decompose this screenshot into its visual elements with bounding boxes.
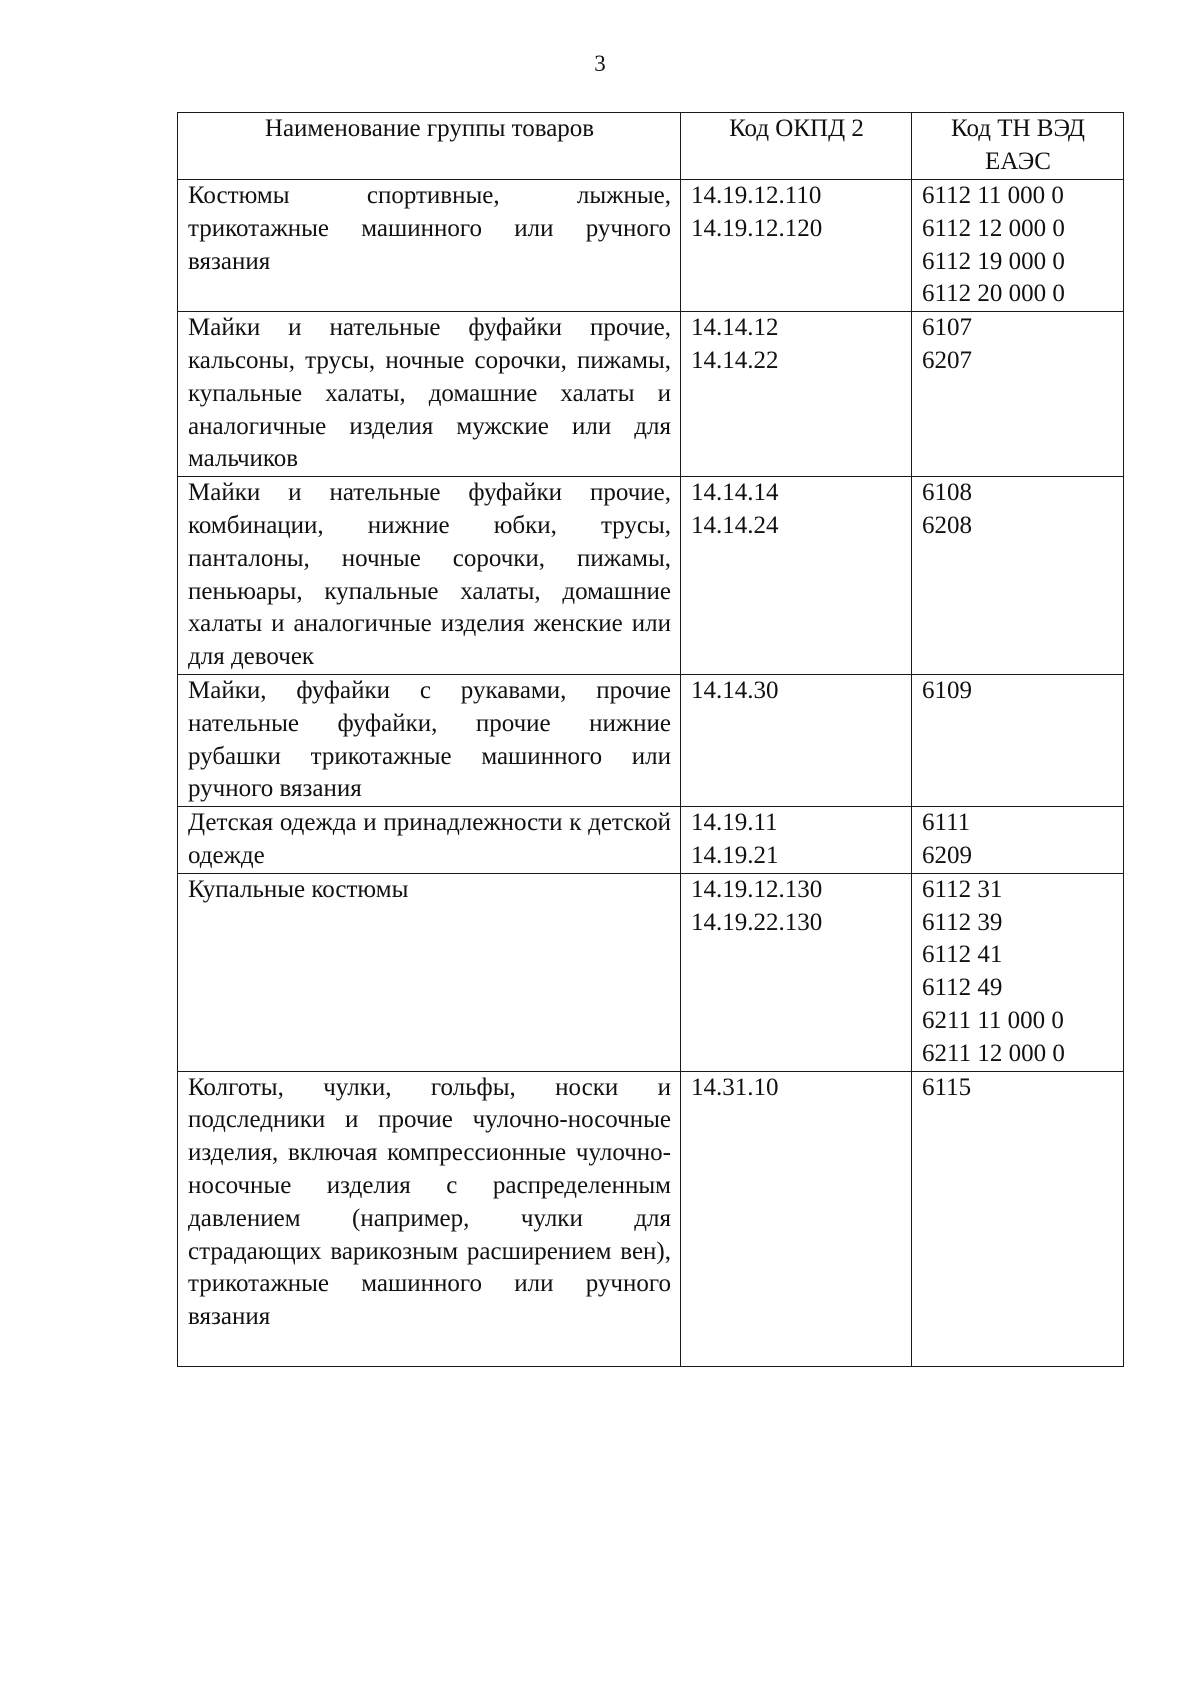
header-row <box>178 113 1124 180</box>
okpd-code: 14.19.21 <box>691 841 779 869</box>
tnved-code: 6209 <box>922 841 972 869</box>
tnved-code: 6112 12 000 0 <box>922 214 1065 242</box>
okpd-codes <box>681 674 912 806</box>
okpd-code: 14.14.12 <box>691 314 779 342</box>
table-row <box>178 180 1124 312</box>
table-body <box>178 180 1124 1367</box>
tnved-code: 6207 <box>922 346 972 374</box>
okpd-codes <box>681 1071 912 1366</box>
okpd-codes <box>681 873 912 1071</box>
goods-group-name: Колготы, чулки, гольфы, носки и подследники и прочие чулочно-носочные изделия, включая компрессионные чулочно-носочные изделия с распределенным давлением (например, чулки для страдающих варикозным расширением вен), трикотажные машинного или ручного вязания <box>178 1071 681 1366</box>
okpd-codes <box>681 807 912 874</box>
okpd-codes <box>681 477 912 675</box>
tnved-code: 6112 11 000 0 <box>922 182 1064 209</box>
tnved-code: 6107 <box>922 314 972 342</box>
okpd-code: 14.14.30 <box>691 676 779 704</box>
tnved-codes <box>912 873 1124 1071</box>
goods-group-name: Майки и нательные фуфайки прочие, комбинации, нижние юбки, трусы, панталоны, ночные сорочки, пижамы, пеньюары, купальные халаты, домашние халаты и аналогичные изделия женские или для девочек <box>178 477 681 675</box>
tnved-code: 6115 <box>922 1073 972 1101</box>
tnved-codes <box>912 180 1124 312</box>
tnved-code: 6112 31 <box>922 875 1003 903</box>
header-tnved-code: Код ТН ВЭД ЕАЭС <box>912 113 1124 180</box>
goods-group-name: Костюмы спортивные, лыжные, трикотажные машинного или ручного вязания <box>178 180 681 312</box>
goods-table <box>177 112 1124 1367</box>
table-row <box>178 807 1124 874</box>
table-row <box>178 477 1124 675</box>
okpd-code: 14.19.11 <box>691 809 778 837</box>
goods-group-name: Майки, фуфайки с рукавами, прочие нательные фуфайки, прочие нижние рубашки трикотажные машинного или ручного вязания <box>178 674 681 806</box>
okpd-code: 14.19.12.110 <box>691 182 822 209</box>
tnved-code: 6112 49 <box>922 974 1003 1002</box>
goods-group-name: Купальные костюмы <box>178 873 681 1071</box>
header-okpd-code: Код ОКПД 2 <box>681 113 912 180</box>
tnved-code: 6211 12 000 0 <box>922 1039 1065 1067</box>
tnved-codes <box>912 674 1124 806</box>
okpd-codes <box>681 180 912 312</box>
tnved-code: 6211 11 000 0 <box>922 1006 1064 1034</box>
table-row <box>178 1071 1124 1366</box>
tnved-code: 6109 <box>922 676 972 704</box>
tnved-codes <box>912 312 1124 477</box>
tnved-codes <box>912 1071 1124 1366</box>
header-goods-group-name: Наименование группы товаров <box>178 113 681 180</box>
table-row <box>178 674 1124 806</box>
tnved-codes <box>912 807 1124 874</box>
okpd-code: 14.19.12.120 <box>691 214 823 242</box>
tnved-code: 6208 <box>922 511 972 539</box>
table-row <box>178 312 1124 477</box>
okpd-code: 14.31.10 <box>691 1073 779 1101</box>
okpd-code: 14.14.24 <box>691 511 779 539</box>
tnved-code: 6112 20 000 0 <box>922 280 1065 308</box>
table-header <box>178 113 1124 180</box>
okpd-code: 14.19.12.130 <box>691 875 823 903</box>
okpd-code: 14.14.22 <box>691 346 779 374</box>
tnved-code: 6108 <box>922 479 972 507</box>
okpd-codes <box>681 312 912 477</box>
tnved-code: 6112 19 000 0 <box>922 247 1065 275</box>
goods-group-name: Детская одежда и принадлежности к детской одежде <box>178 807 681 874</box>
goods-group-name: Майки и нательные фуфайки прочие, кальсоны, трусы, ночные сорочки, пижамы, купальные халаты, домашние халаты и аналогичные изделия мужские или для мальчиков <box>178 312 681 477</box>
okpd-code: 14.19.22.130 <box>691 908 823 936</box>
tnved-code: 6111 <box>922 809 971 837</box>
page-number: 3 <box>594 51 606 76</box>
tnved-code: 6112 41 <box>922 941 1003 969</box>
tnved-codes <box>912 477 1124 675</box>
okpd-code: 14.14.14 <box>691 479 779 507</box>
table-row <box>178 873 1124 1071</box>
tnved-code: 6112 39 <box>922 908 1003 936</box>
